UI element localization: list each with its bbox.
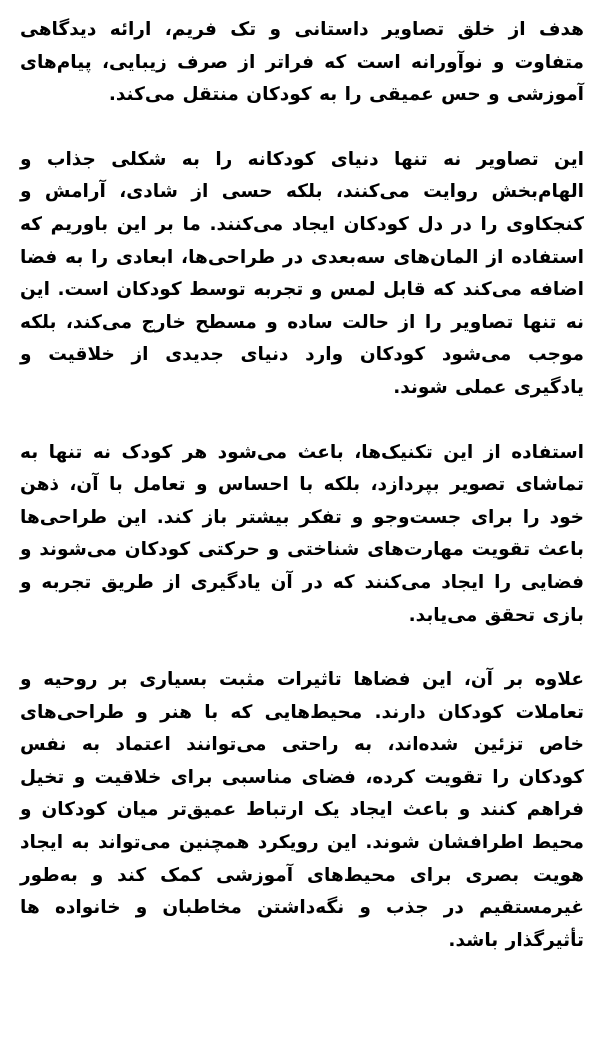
paragraph-3: استفاده از این تکنیک‌ها، باعث می‌شود هر کودک نه تنها به تماشای تصویر بپردازد، بلکه با احساس و تعامل با آن، ذهن خود را برای جست‌وجو و تفکر بیشتر باز کند. این طراحی‌ها باعث تقویت مهارت‌های شناختی و حرکتی کودکان می‌شوند و فضایی را ایجاد می‌کنند که در آن یادگیری از طریق تجربه و بازی تحقق می‌یابد. (20, 441, 584, 626)
paragraph-2: این تصاویر نه تنها دنیای کودکانه را به شکلی جذاب و الهام‌بخش روایت می‌کنند، بلکه حسی از شادی، آرامش و کنجکاوی را در دل کودکان ایجاد می‌کنند. ما بر این باوریم که استفاده از المان‌های سه‌بعدی در طراحی‌ها، ابعادی را به فضا اضافه می‌کند که قابل لمس و تجربه توسط کودکان است. این نه تنها تصاویر را از حالت ساده و مسطح خارج می‌کند، بلکه موجب می‌شود کودکان وارد دنیای جدیدی از خلاقیت و یادگیری عملی شوند. (20, 148, 584, 398)
paragraph-1: هدف از خلق تصاویر داستانی و تک فریم، ارائه دیدگاهی متفاوت و نوآورانه است که فراتر از صرف زیبایی، پیام‌های آموزشی و حس عمیقی را به کودکان منتقل می‌کند. (20, 19, 584, 106)
paragraph-4: علاوه بر آن، این فضاها تاثیرات مثبت بسیاری بر روحیه و تعاملات کودکان دارند. محیط‌هایی که با هنر و طراحی‌های خاص تزئین شده‌اند، به راحتی می‌توانند اعتماد به نفس کودکان را تقویت کرده، فضای مناسبی برای خلاقیت و تخیل فراهم کنند و باعث ایجاد یک ارتباط عمیق‌تر میان کودکان و محیط اطرافشان شوند. این رویکرد همچنین می‌تواند به ایجاد هویت بصری برای محیط‌های آموزشی کمک کند و به‌طور غیرمستقیم در جذب و نگه‌داشتن مخاطبان و خانواده ها تأثیرگذار باشد. (20, 669, 584, 951)
